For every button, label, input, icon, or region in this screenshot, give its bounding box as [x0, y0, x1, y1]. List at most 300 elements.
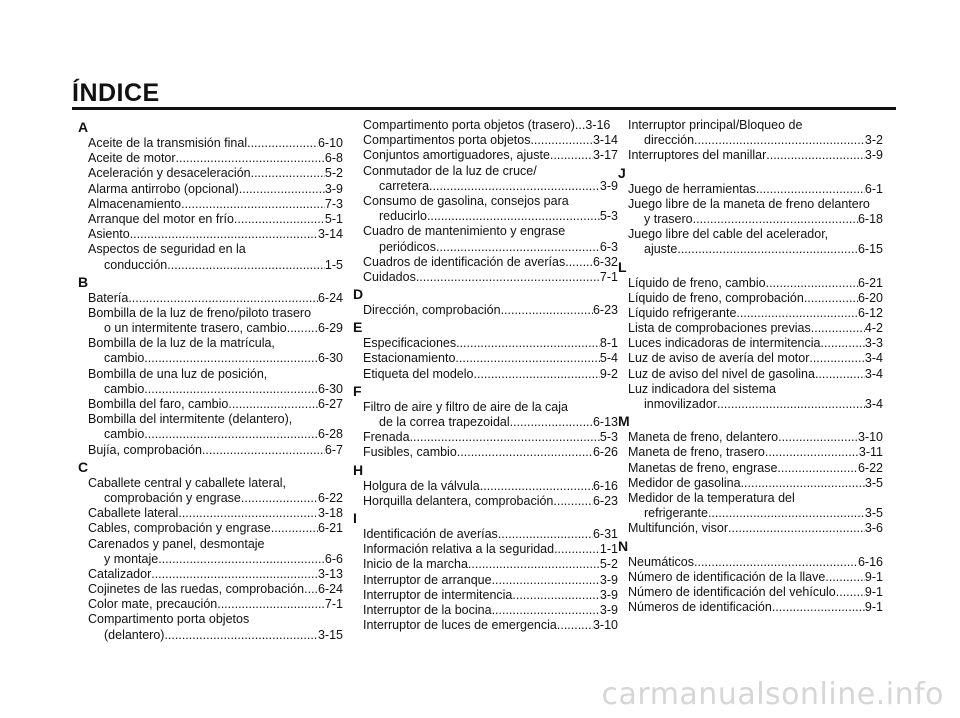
- dot-leader: [492, 573, 600, 588]
- entry-text: Cables, comprobación y engrase: [88, 521, 271, 536]
- index-entry: [353, 479, 618, 494]
- entry-leader: ...: [574, 118, 586, 132]
- index-entry: [353, 557, 618, 572]
- page-number: 6-31: [592, 526, 618, 541]
- dot-leader: [565, 255, 593, 270]
- page-number: 3-9: [599, 602, 618, 617]
- entry-text: Maneta de freno, trasero: [628, 445, 765, 460]
- dot-leader: [772, 600, 865, 615]
- dot-leader: [457, 445, 593, 460]
- page-number: 3-4: [864, 397, 883, 411]
- index-entry: [353, 303, 618, 318]
- title-rule: [72, 107, 896, 110]
- index-entry: [353, 603, 618, 618]
- page-number: 6-23: [592, 493, 618, 508]
- entry-text: Aceleración y desaceleración: [88, 166, 251, 181]
- page-number: 6-7: [324, 442, 343, 457]
- entry-text: Caballete central y caballete lateral,: [88, 475, 287, 490]
- index-entry: [78, 537, 343, 552]
- dot-leader: [836, 585, 865, 600]
- index-entry-continuation: [353, 179, 618, 194]
- dot-leader: [804, 291, 858, 306]
- dot-leader: [164, 628, 318, 643]
- dot-leader: [766, 276, 858, 291]
- entry-text: Interruptor de arranque: [363, 572, 492, 587]
- section-letter: D: [353, 286, 364, 303]
- entry-text: Interruptor de luces de emergencia: [363, 618, 557, 633]
- dot-leader: [694, 133, 865, 148]
- entry-text: Compartimento porta objetos: [88, 612, 250, 627]
- index-entry: [353, 118, 618, 133]
- entry-text: Interruptor de intermitencia: [363, 587, 513, 602]
- entry-text: de la correa trapezoidal: [379, 415, 510, 429]
- entry-text: Líquido refrigerante: [628, 305, 737, 320]
- page-number: 6-8: [324, 151, 343, 166]
- index-entry: [353, 148, 618, 163]
- dot-leader: [456, 336, 600, 351]
- entry-text: Cuadros de identificación de averías: [363, 254, 566, 269]
- index-entry: [618, 148, 883, 163]
- index-entry: [353, 618, 618, 633]
- index-entry: [353, 224, 618, 239]
- dot-leader: [820, 336, 864, 351]
- index-entry: [78, 521, 343, 536]
- entry-text: Lista de comprobaciones previas: [628, 321, 811, 336]
- entry-text: Bujía, comprobación: [88, 442, 202, 457]
- section-letter: E: [353, 319, 363, 336]
- entry-text: ajuste: [644, 242, 678, 257]
- entry-text: Juego libre del cable del acelerador,: [628, 227, 829, 242]
- entry-text: y trasero: [644, 211, 693, 226]
- entry-text: Aceite de la transmisión final: [88, 136, 248, 150]
- index-entry: [618, 461, 883, 476]
- dot-leader: [550, 148, 593, 163]
- dot-leader: [239, 182, 325, 197]
- entry-text: Arranque del motor en frío: [88, 211, 234, 226]
- index-entry: [353, 494, 618, 509]
- page-number: 3-9: [599, 572, 618, 587]
- entry-text: Bombilla de la luz de freno/piloto trasero: [88, 305, 312, 320]
- dot-leader: [455, 351, 600, 366]
- section-letter: M: [618, 413, 630, 430]
- page-number: 6-30: [317, 351, 343, 366]
- index-column-1: [78, 118, 343, 643]
- page-number: 3-17: [592, 148, 618, 163]
- dot-leader: [427, 209, 600, 224]
- entry-text: Estacionamiento: [363, 351, 456, 366]
- page-number: 6-24: [317, 290, 343, 305]
- dot-leader: [765, 445, 859, 460]
- dot-leader: [287, 321, 318, 336]
- index-entry: [618, 570, 883, 585]
- page-number: 6-18: [857, 211, 883, 226]
- index-entry: [353, 367, 618, 382]
- index-entry: [618, 118, 883, 133]
- page-number: 3-15: [317, 627, 343, 642]
- dot-leader: [717, 397, 865, 412]
- entry-text: inmovilizador: [644, 397, 717, 411]
- page-number: 3-9: [599, 587, 618, 602]
- index-entry: [78, 182, 343, 197]
- dot-leader: [553, 494, 593, 509]
- entry-text: Interruptor de la bocina: [363, 602, 492, 617]
- section-letter: J: [618, 164, 626, 181]
- page-number: 6-15: [857, 242, 883, 257]
- dot-leader: [158, 552, 325, 567]
- index-entry: [618, 306, 883, 321]
- index-entry: [78, 597, 343, 612]
- page-number: 6-10: [317, 136, 343, 150]
- page-number: 3-9: [324, 181, 343, 196]
- entry-text: Luz de aviso del nivel de gasolina: [628, 366, 815, 381]
- entry-text: Luz indicadora del sistema: [628, 381, 776, 396]
- index-entry: [618, 585, 883, 600]
- entry-text: Consumo de gasolina, consejos para: [363, 193, 569, 208]
- page-number: 6-32: [592, 254, 618, 269]
- index-entry: [353, 573, 618, 588]
- entry-text: (delantero): [104, 627, 165, 642]
- dot-leader: [416, 270, 600, 285]
- page-number: 6-29: [317, 321, 343, 336]
- entry-text: Líquido de freno, cambio: [628, 275, 766, 290]
- dot-leader: [181, 197, 325, 212]
- section-letter: N: [618, 537, 629, 554]
- entry-text: cambio: [104, 351, 145, 366]
- dot-leader: [234, 212, 325, 227]
- entry-text: refrigerante: [644, 506, 708, 521]
- index-entry: [618, 382, 883, 397]
- section-letter: F: [353, 382, 362, 399]
- dot-leader: [741, 476, 865, 491]
- index-entry-continuation: [618, 242, 883, 257]
- page-number: 9-2: [599, 366, 618, 381]
- index-entry: [618, 476, 883, 491]
- entry-text: reducirlo: [379, 209, 427, 224]
- index-entry: [78, 612, 343, 627]
- index-column-2: [353, 118, 618, 633]
- entry-text: Batería: [88, 290, 129, 305]
- entry-text: Almacenamiento: [88, 196, 182, 211]
- dot-leader: [167, 258, 325, 273]
- index-entry-continuation: [78, 427, 343, 442]
- entry-text: Juego libre de la maneta de freno delantero: [628, 196, 870, 211]
- page-number: 3-16: [585, 118, 611, 132]
- section-letter: C: [78, 458, 89, 475]
- index-entry: [78, 412, 343, 427]
- dot-leader: [151, 567, 318, 582]
- page-title: ÍNDICE: [72, 79, 160, 107]
- entry-text: conducción: [104, 257, 168, 272]
- page-number: 6-3: [599, 239, 618, 254]
- entry-text: Conmutador de la luz de cruce/: [363, 163, 537, 178]
- page-number: 7-3: [324, 196, 343, 211]
- watermark: carmanualsonline.info: [601, 677, 944, 712]
- page-number: 3-4: [864, 351, 883, 366]
- index-entry: [618, 197, 883, 212]
- index-entry: [353, 527, 618, 542]
- entry-text: periódicos: [379, 239, 436, 254]
- index-entry-continuation: [78, 321, 343, 336]
- page-number: 3-11: [858, 445, 883, 460]
- index-entry: [78, 166, 343, 181]
- page-number: 5-1: [324, 211, 343, 226]
- page-number: 9-1: [864, 569, 883, 584]
- entry-text: Bombilla de la luz de la matrícula,: [88, 336, 275, 351]
- dot-leader: [512, 588, 600, 603]
- index-entry: [78, 397, 343, 412]
- index-entry: [78, 582, 343, 597]
- entry-text: Frenada: [363, 430, 410, 445]
- index-entry: [618, 291, 883, 306]
- dot-leader: [492, 603, 600, 618]
- index-entry: [78, 227, 343, 242]
- entry-text: comprobación y engrase: [104, 490, 241, 505]
- page-number: 3-4: [864, 366, 883, 381]
- dot-leader: [530, 133, 593, 148]
- dot-leader: [677, 242, 858, 257]
- index-entry: [618, 521, 883, 536]
- page-number: 6-16: [857, 554, 883, 569]
- index-entry: [618, 555, 883, 570]
- dot-leader: [811, 321, 865, 336]
- index-entry: [618, 321, 883, 336]
- entry-text: cambio: [104, 381, 145, 396]
- page-number: 6-22: [857, 460, 883, 475]
- index-entry: [618, 430, 883, 445]
- page-number: 3-10: [857, 430, 883, 445]
- entry-leader: ..: [304, 582, 312, 597]
- dot-leader: [247, 136, 318, 151]
- index-entry: [78, 367, 343, 382]
- entry-text: Manetas de freno, engrase: [628, 460, 778, 475]
- index-entry: [78, 443, 343, 458]
- index-entry: [353, 270, 618, 285]
- dot-leader: [777, 461, 858, 476]
- page-number: 7-1: [324, 597, 343, 612]
- dot-leader: [825, 570, 865, 585]
- entry-text: Aceite de motor: [88, 151, 176, 166]
- index-entry: [78, 567, 343, 582]
- dot-leader: [809, 351, 865, 366]
- dot-leader: [176, 151, 325, 166]
- index-entry: [618, 367, 883, 382]
- page-number: 3-5: [864, 506, 883, 521]
- page-number: 6-28: [317, 427, 343, 442]
- entry-text: y montaje: [104, 551, 159, 566]
- dot-leader: [144, 382, 318, 397]
- page-number: 5-3: [599, 209, 618, 224]
- entry-text: Asiento: [88, 227, 130, 242]
- page-number: 3-18: [317, 506, 343, 521]
- entry-text: Especificaciones: [363, 336, 457, 351]
- dot-leader: [217, 597, 325, 612]
- index-entry: [353, 445, 618, 460]
- entry-text: Números de identificación: [628, 600, 772, 615]
- dot-leader: [271, 521, 318, 536]
- page-number: 3-9: [599, 178, 618, 193]
- dot-leader: [708, 506, 865, 521]
- index-entry-continuation: [353, 209, 618, 224]
- dot-leader: [228, 397, 318, 412]
- index-entry-continuation: [353, 415, 618, 430]
- dot-leader: [693, 212, 858, 227]
- dot-leader: [202, 443, 325, 458]
- dot-leader: [728, 521, 865, 536]
- entry-text: dirección: [644, 133, 695, 148]
- entry-text: Cuadro de mantenimiento y engrase: [363, 224, 566, 239]
- entry-text: Bombilla de una luz de posición,: [88, 366, 268, 381]
- entry-text: Información relativa a la seguridad: [363, 542, 555, 557]
- index-entry-continuation: [353, 240, 618, 255]
- index-entry-continuation: [78, 382, 343, 397]
- page-number: 6-24: [317, 582, 343, 597]
- dot-leader: [144, 351, 318, 366]
- entry-text: Alarma antirrobo (opcional): [88, 181, 239, 196]
- page-number: 3-14: [317, 227, 343, 242]
- dot-leader: [766, 148, 865, 163]
- index-entry: [618, 276, 883, 291]
- entry-text: Inicio de la marcha: [363, 557, 468, 572]
- entry-text: Compartimentos porta objetos: [363, 133, 531, 148]
- entry-text: Bombilla del faro, cambio: [88, 397, 229, 411]
- entry-text: Color mate, precaución: [88, 597, 218, 612]
- dot-leader: [498, 527, 593, 542]
- index-entry: [618, 351, 883, 366]
- entry-text: Horquilla delantera, comprobación: [363, 493, 554, 508]
- entry-text: Luces indicadoras de intermitencia: [628, 336, 821, 351]
- dot-leader: [178, 506, 318, 521]
- page-number: 6-20: [857, 290, 883, 305]
- entry-text: Medidor de gasolina: [628, 475, 741, 490]
- entry-text: Multifunción, visor: [628, 521, 729, 536]
- page-number: 3-10: [592, 618, 618, 633]
- page-number: 9-1: [864, 584, 883, 599]
- dot-leader: [429, 179, 600, 194]
- dot-leader: [241, 491, 318, 506]
- index-entry: [78, 212, 343, 227]
- index-entry: [353, 588, 618, 603]
- page-number: 6-16: [592, 478, 618, 493]
- entry-text: Maneta de freno, delantero: [628, 430, 779, 445]
- page-number: 3-5: [864, 475, 883, 490]
- dot-leader: [736, 306, 858, 321]
- page-number: 6-13: [592, 415, 618, 429]
- index-entry: [618, 336, 883, 351]
- index-entry: [618, 445, 883, 460]
- dot-leader: [128, 291, 318, 306]
- index-entry-continuation: [78, 628, 343, 643]
- entry-text: carretera: [379, 178, 430, 193]
- entry-text: Cojinetes de las ruedas, comprobación: [88, 582, 305, 597]
- section-letter: A: [78, 119, 89, 135]
- page-number: 8-1: [599, 336, 618, 351]
- index-entry: [353, 164, 618, 179]
- index-entry: [78, 242, 343, 257]
- page-number: 6-21: [317, 521, 343, 536]
- index-entry: [78, 336, 343, 351]
- page-number: 3-9: [864, 148, 883, 163]
- index-entry: [78, 506, 343, 521]
- index-entry-continuation: [78, 491, 343, 506]
- page-number: 1-1: [599, 542, 618, 557]
- dot-leader: [436, 240, 600, 255]
- dot-leader: [474, 367, 600, 382]
- page-number: 3-2: [864, 133, 883, 148]
- page-number: 6-26: [592, 445, 618, 460]
- dot-leader: [480, 479, 593, 494]
- entry-text: Compartimento porta objetos (trasero): [363, 118, 575, 132]
- section-letter: B: [78, 273, 89, 290]
- index-entry: [353, 133, 618, 148]
- index-entry: [78, 197, 343, 212]
- index-entry: [353, 194, 618, 209]
- index-entry: [78, 151, 343, 166]
- entry-text: Bombilla del intermitente (delantero),: [88, 412, 293, 427]
- page-number: 5-3: [599, 430, 618, 445]
- entry-text: Número de identificación de la llave: [628, 569, 826, 584]
- index-entry: [618, 491, 883, 506]
- entry-text: Interruptores del manillar: [628, 148, 767, 163]
- page-number: 5-2: [324, 166, 343, 181]
- entry-text: Interruptor principal/Bloqueo de: [628, 118, 803, 132]
- index-entry-continuation: [618, 506, 883, 521]
- entry-text: Juego de herramientas: [628, 181, 756, 196]
- index-entry: [618, 227, 883, 242]
- page-number: 6-1: [864, 181, 883, 196]
- index-entry: [618, 600, 883, 615]
- dot-leader: [557, 618, 593, 633]
- index-entry: [618, 182, 883, 197]
- entry-text: Holgura de la válvula: [363, 478, 480, 493]
- index-entry-continuation: [618, 133, 883, 148]
- dot-leader: [694, 555, 858, 570]
- dot-leader: [251, 166, 325, 181]
- entry-text: Cuidados: [363, 269, 416, 284]
- page-number: 6-21: [857, 275, 883, 290]
- index-entry: [353, 400, 618, 415]
- entry-text: Aspectos de seguridad en la: [88, 242, 246, 257]
- index-entry-continuation: [618, 397, 883, 412]
- index-entry-continuation: [618, 212, 883, 227]
- dot-leader: [778, 430, 858, 445]
- page-number: 9-1: [864, 600, 883, 615]
- index-entry: [78, 136, 343, 151]
- page-number: 6-27: [317, 397, 343, 411]
- index-column-3: [618, 118, 883, 615]
- section-letter: L: [618, 258, 627, 275]
- index-entry-continuation: [78, 258, 343, 273]
- entry-text: o un intermitente trasero, cambio: [104, 321, 287, 336]
- page-number: 6-6: [324, 551, 343, 566]
- dot-leader: [410, 430, 600, 445]
- page-number: 6-22: [317, 490, 343, 505]
- index-entry: [78, 476, 343, 491]
- entry-text: Carenados y panel, desmontaje: [88, 536, 265, 551]
- page-number: 5-4: [599, 351, 618, 366]
- index-entry: [353, 336, 618, 351]
- entry-text: Catalizador: [88, 566, 152, 581]
- index-entry: [353, 542, 618, 557]
- page-number: 6-12: [857, 305, 883, 320]
- dot-leader: [510, 415, 593, 430]
- dot-leader: [144, 427, 318, 442]
- page-number: 4-2: [864, 321, 883, 336]
- entry-text: Número de identificación del vehículo: [628, 584, 836, 599]
- dot-leader: [130, 227, 318, 242]
- page-number: 3-6: [864, 521, 883, 536]
- index-entry: [353, 255, 618, 270]
- page-number: 5-2: [599, 557, 618, 572]
